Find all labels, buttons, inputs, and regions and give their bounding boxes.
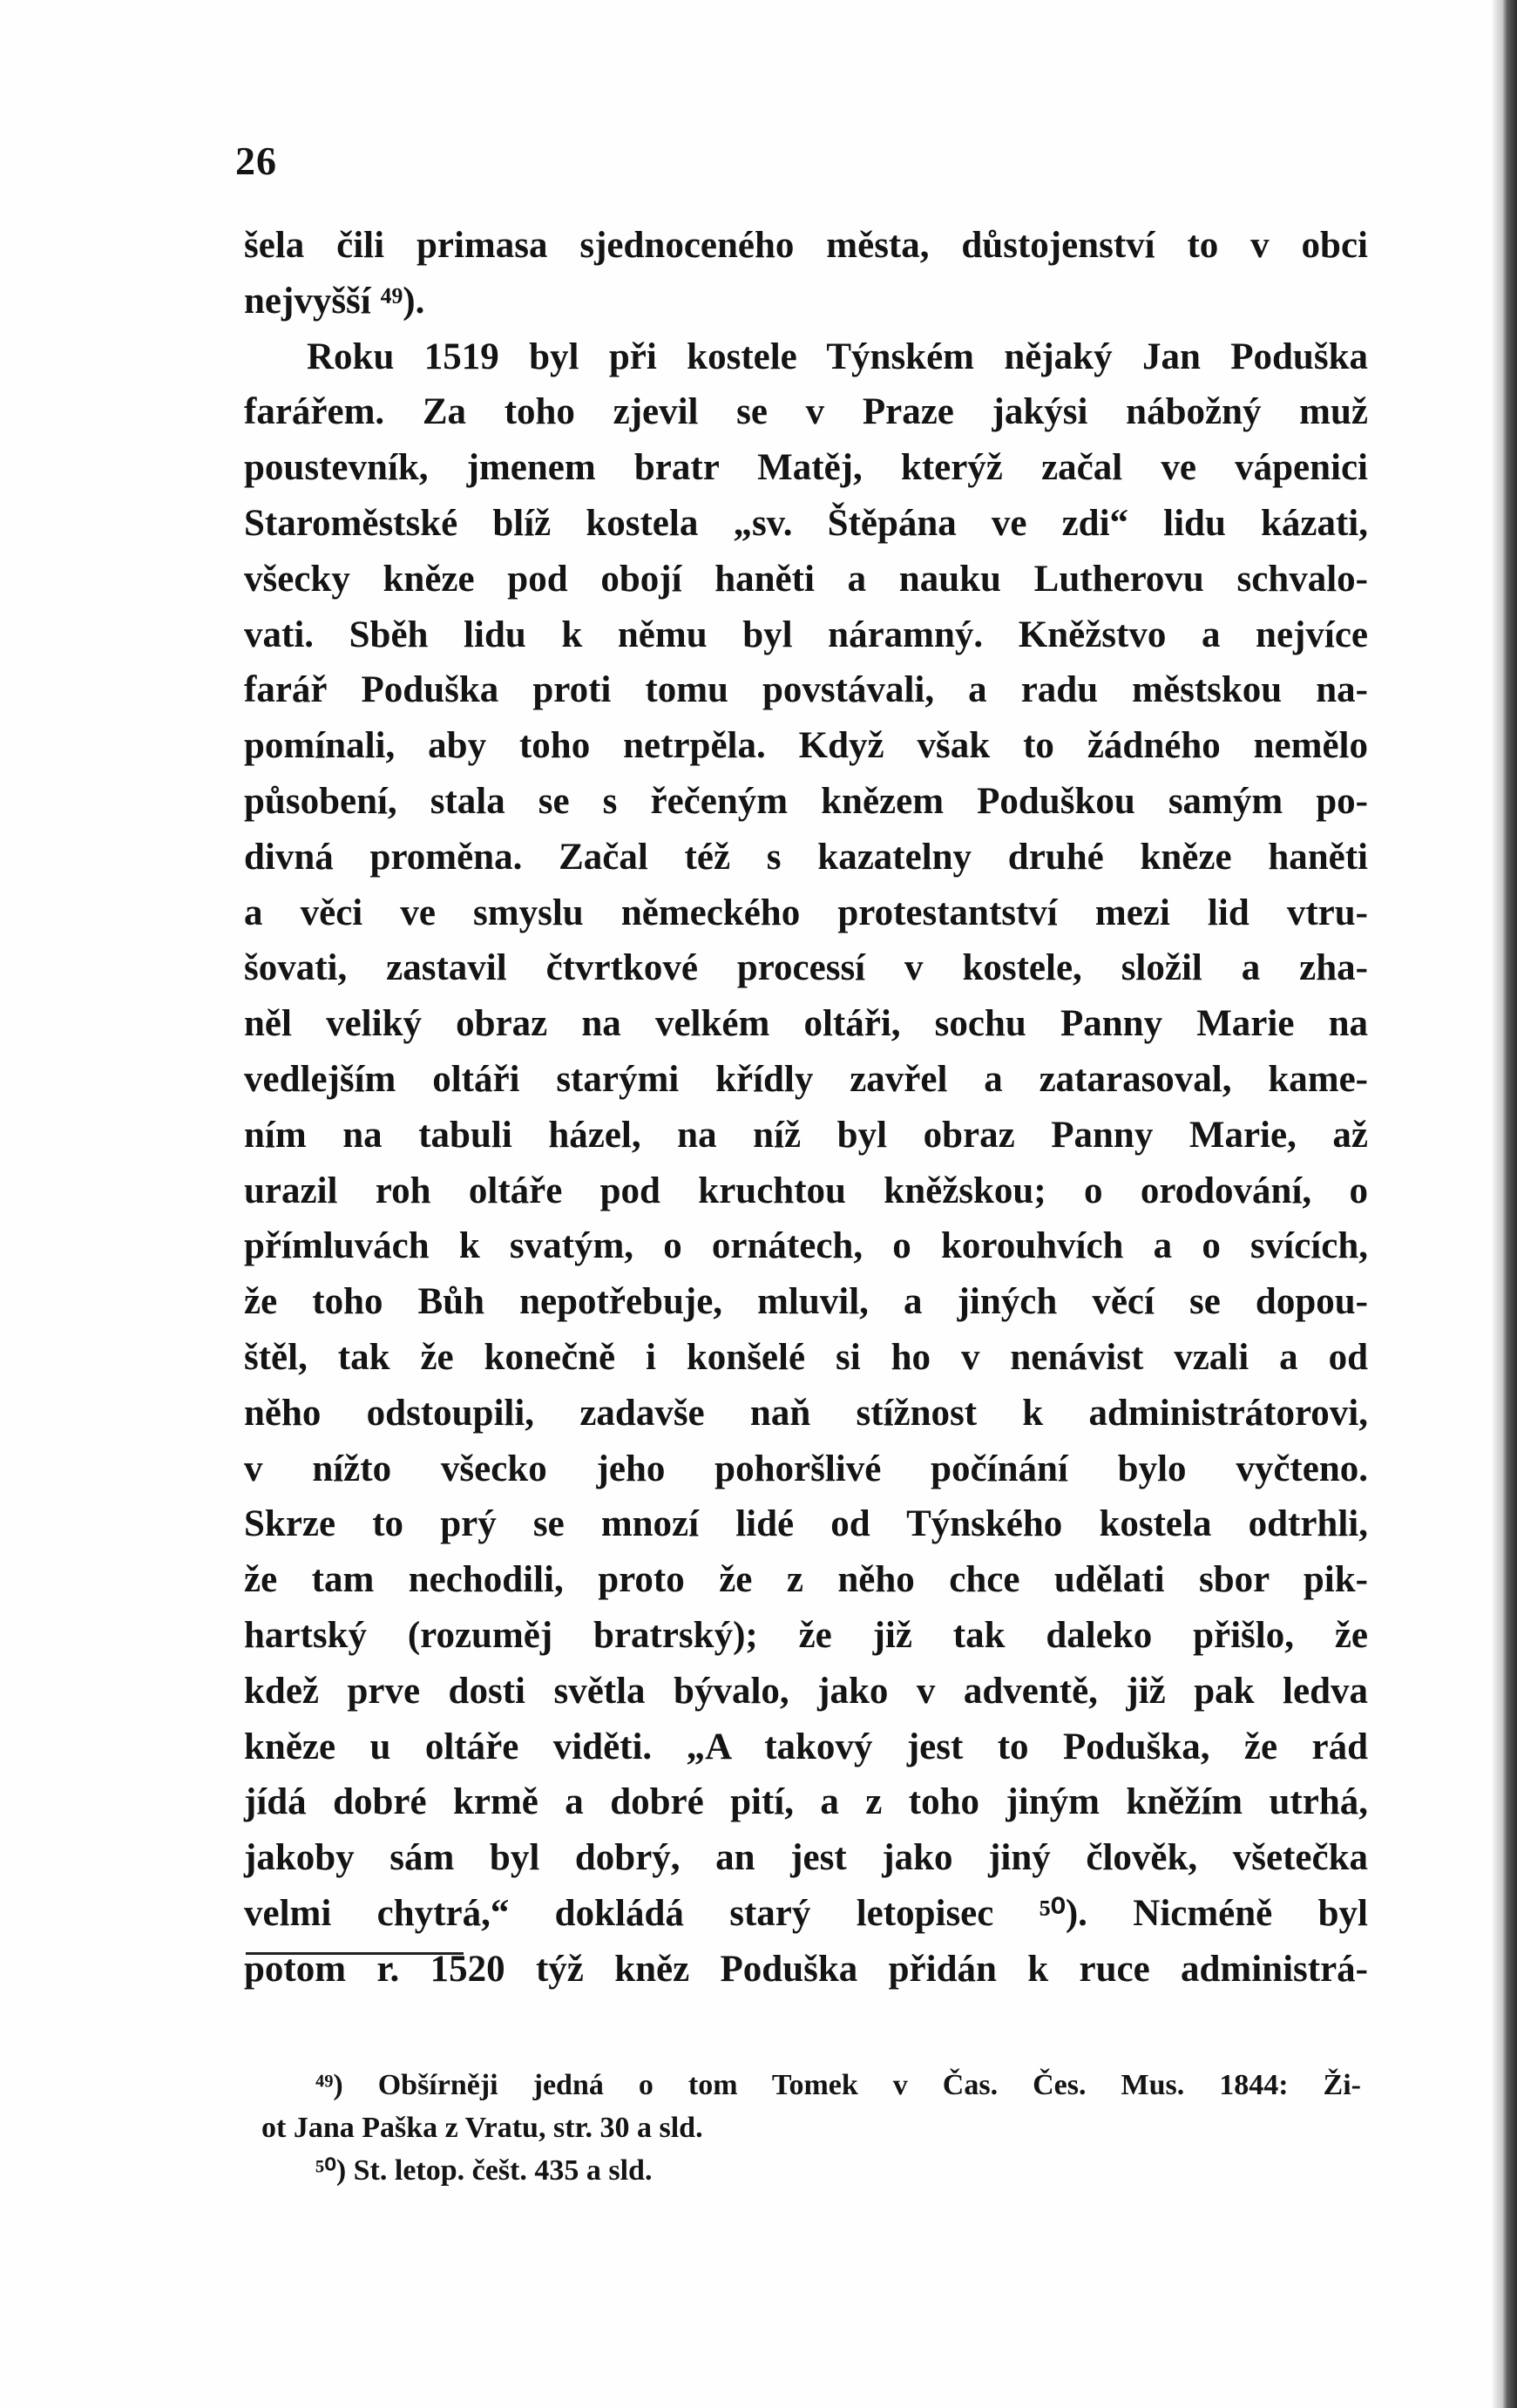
text-line: a věci ve smyslu německého protestantství mezi lid vtru- — [244, 892, 1368, 933]
text-line: urazil roh oltáře pod kruchtou kněžskou; o orodování, o — [244, 1170, 1368, 1211]
text-line: nejvyšší ⁴⁹). — [244, 280, 425, 322]
text-line: přímluvách k svatým, o ornátech, o korouhvích a o svících, — [244, 1225, 1368, 1267]
footnote-line: ot Jana Paška z Vratu, str. 30 a sld. — [261, 2112, 703, 2144]
text-line: jídá dobré krmě a dobré pití, a z toho jiným kněžím utrhá, — [244, 1781, 1368, 1823]
page-number: 26 — [235, 139, 277, 183]
text-line: vedlejším oltáři starými křídly zavřel a zatarasoval, kame- — [244, 1058, 1368, 1100]
text-line: něho odstoupili, zadavše naň stížnost k administrátorovi, — [244, 1392, 1368, 1434]
text-line: něl veliký obraz na velkém oltáři, sochu Panny Marie na — [244, 1003, 1368, 1045]
text-line: Staroměstské blíž kostela „sv. Štěpána ve zdi“ lidu kázati, — [244, 502, 1368, 544]
footnote-divider — [246, 1952, 464, 1955]
text-line: kněze u oltáře viděti. „A takový jest to Poduška, že rád — [244, 1726, 1368, 1767]
text-line: kdež prve dosti světla bývalo, jako v adventě, již pak ledva — [244, 1670, 1368, 1712]
text-line: Roku 1519 byl při kostele Týnském nějaký Jan Poduška — [307, 336, 1368, 377]
footnote-line: ⁵⁰) St. letop. češt. 435 a sld. — [315, 2154, 653, 2187]
text-line: vati. Sběh lidu k němu byl náramný. Kněžstvo a nejvíce — [244, 614, 1368, 655]
text-line: farář Poduška proti tomu povstávali, a radu městskou na- — [244, 669, 1368, 711]
text-line: že tam nechodili, proto že z něho chce udělati sbor pik- — [244, 1559, 1368, 1601]
text-line: potom r. 1520 týž kněz Poduška přidán k ruce administrá- — [244, 1948, 1368, 1990]
footnote-line: ⁴⁹) Obšírněji jedná o tom Tomek v Čas. Čes. Mus. 1844: Ži- — [315, 2069, 1361, 2101]
text-line: farářem. Za toho zjevil se v Praze jakýsi nábožný muž — [244, 391, 1368, 433]
text-line: poustevník, jmenem bratr Matěj, kterýž začal ve vápenici — [244, 447, 1368, 489]
text-line: v nížto všecko jeho pohoršlivé počínání bylo vyčteno. — [244, 1448, 1368, 1489]
text-line: velmi chytrá,“ dokládá starý letopisec ⁵⁰). Nicméně byl — [244, 1892, 1368, 1934]
footnotes — [261, 2064, 1361, 2192]
text-line: hartský (rozuměj bratrský); že již tak daleko přišlo, že — [244, 1614, 1368, 1656]
text-line: šovati, zastavil čtvrtkové processí v kostele, složil a zha- — [244, 947, 1368, 989]
text-line: Skrze to prý se mnozí lidé od Týnského kostela odtrhli, — [244, 1503, 1368, 1545]
text-line: jakoby sám byl dobrý, an jest jako jiný člověk, všetečka — [244, 1837, 1368, 1879]
text-line: štěl, tak že konečně i konšelé si ho v nenávist vzali a od — [244, 1336, 1368, 1378]
text-line: ním na tabuli házel, na níž byl obraz Panny Marie, až — [244, 1114, 1368, 1156]
text-line: šela čili primasa sjednoceného města, důstojenství to v obci — [244, 225, 1368, 266]
text-line: všecky kněze pod obojí haněti a nauku Lutherovu schvalo- — [244, 558, 1368, 600]
body-text — [244, 218, 1368, 1998]
text-line: divná proměna. Začal též s kazatelny druhé kněze haněti — [244, 836, 1368, 878]
text-line: že toho Bůh nepotřebuje, mluvil, a jiných věcí se dopou- — [244, 1281, 1368, 1323]
text-line: působení, stala se s řečeným knězem Poduškou samým po- — [244, 780, 1368, 822]
page-edge-shadow — [1493, 0, 1517, 2408]
text-line: pomínali, aby toho netrpěla. Když však to žádného nemělo — [244, 725, 1368, 767]
